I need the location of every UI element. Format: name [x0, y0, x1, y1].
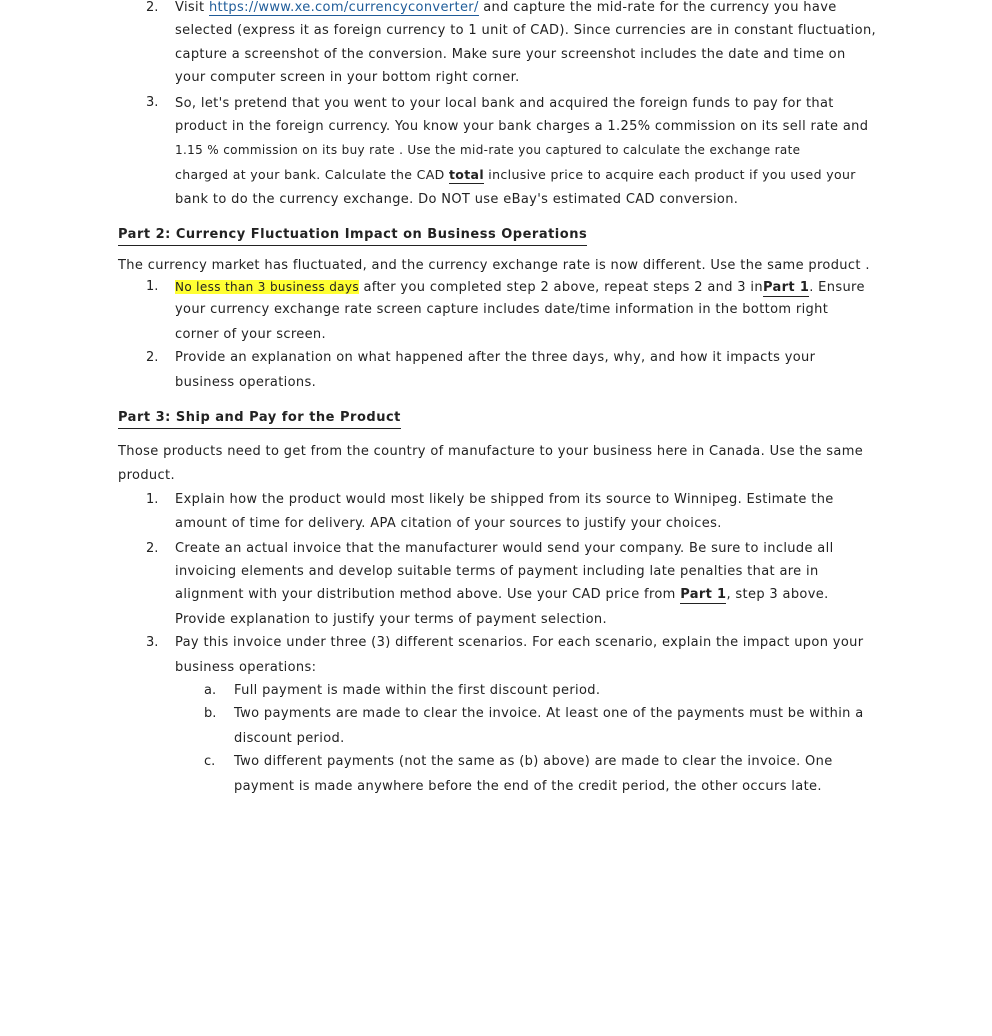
list-item-line: business operations: — [175, 660, 317, 675]
list-number: 2. — [146, 0, 159, 15]
section-heading-part2: Part 2: Currency Fluctuation Impact on Business Operations — [118, 227, 587, 246]
sub-list-line: discount period. — [234, 731, 345, 746]
list-item-line: corner of your screen. — [175, 327, 327, 342]
highlighted-text: No less than 3 business days — [175, 280, 359, 294]
list-item-line — [175, 0, 837, 16]
section-intro: product. — [118, 468, 175, 483]
section-heading-part3: Part 3: Ship and Pay for the Product — [118, 410, 401, 429]
sub-list-letter: b. — [204, 706, 217, 721]
sub-list-line: Two payments are made to clear the invoice. At least one of the payments must be within a — [234, 706, 864, 721]
sub-list-line: Full payment is made within the first discount period. — [234, 683, 601, 698]
section-intro: Those products need to get from the country of manufacture to your business here in Canada. Use the same — [118, 444, 864, 459]
list-number: 2. — [146, 541, 159, 556]
list-item-line — [175, 587, 829, 603]
list-item-line: your computer screen in your bottom right corner. — [175, 70, 520, 85]
list-item-line: Explain how the product would most likely be shipped from its source to Winnipeg. Estimate the — [175, 492, 834, 507]
item-text: , step 3 above. — [726, 587, 829, 602]
section-intro: The currency market has fluctuated, and the currency exchange rate is now different. Use the same product . — [118, 258, 870, 273]
visit-label: Visit — [175, 0, 205, 15]
sub-list-line: payment is made anywhere before the end of the credit period, the other occurs late. — [234, 779, 822, 794]
bold-total: total — [448, 167, 484, 182]
item-text: and capture the mid-rate for the currency you have — [483, 0, 837, 15]
list-number: 3. — [146, 635, 159, 650]
list-item-line: invoicing elements and develop suitable terms of payment including late penalties that are in — [175, 564, 819, 579]
list-item-line: bank to do the currency exchange. Do NOT use eBay's estimated CAD conversion. — [175, 192, 739, 207]
list-number: 1. — [146, 492, 159, 507]
part1-reference: Part 1 — [762, 280, 810, 295]
list-number: 3. — [146, 95, 159, 110]
list-item-line: Provide an explanation on what happened after the three days, why, and how it impacts your — [175, 350, 816, 365]
list-item-line: your currency exchange rate screen capture includes date/time information in the bottom right — [175, 302, 829, 317]
item-text: . Ensure — [809, 280, 865, 295]
list-number: 2. — [146, 350, 159, 365]
list-item-line: 1.15 % commission on its buy rate . Use the mid-rate you captured to calculate the exchange rate — [175, 143, 801, 157]
item-text: inclusive price to acquire each product if you used your — [488, 167, 856, 182]
list-item-line: amount of time for delivery. APA citation of your sources to justify your choices. — [175, 516, 722, 531]
sub-list-line: Two different payments (not the same as (b) above) are made to clear the invoice. One — [234, 754, 833, 769]
list-item-line: selected (express it as foreign currency to 1 unit of CAD). Since currencies are in constant fluctuation, — [175, 23, 877, 38]
list-item-line: capture a screenshot of the conversion. Make sure your screenshot includes the date and time on — [175, 47, 846, 62]
list-item-line: Provide explanation to justify your terms of payment selection. — [175, 612, 607, 627]
item-text: charged at your bank. Calculate the CAD — [175, 167, 445, 182]
list-item-line — [175, 167, 856, 183]
xe-currency-converter-link[interactable]: https://www.xe.com/currencyconverter/ — [208, 0, 479, 15]
list-item-line: product in the foreign currency. You know your bank charges a 1.25% commission on its sell rate and — [175, 119, 869, 134]
list-item-line: Create an actual invoice that the manufacturer would send your company. Be sure to include all — [175, 541, 834, 556]
sub-list-letter: c. — [204, 754, 216, 769]
list-item-line: business operations. — [175, 375, 317, 390]
item-text: after you completed step 2 above, repeat steps 2 and 3 in — [363, 280, 763, 295]
item-text: alignment with your distribution method above. Use your CAD price from — [175, 587, 676, 602]
list-item-line — [175, 279, 865, 296]
list-item-line: So, let's pretend that you went to your local bank and acquired the foreign funds to pay for that — [175, 96, 834, 111]
list-item-line: Pay this invoice under three (3) different scenarios. For each scenario, explain the impact upon your — [175, 635, 864, 650]
sub-list-letter: a. — [204, 683, 217, 698]
list-number: 1. — [146, 279, 159, 294]
part1-reference: Part 1 — [680, 587, 727, 602]
